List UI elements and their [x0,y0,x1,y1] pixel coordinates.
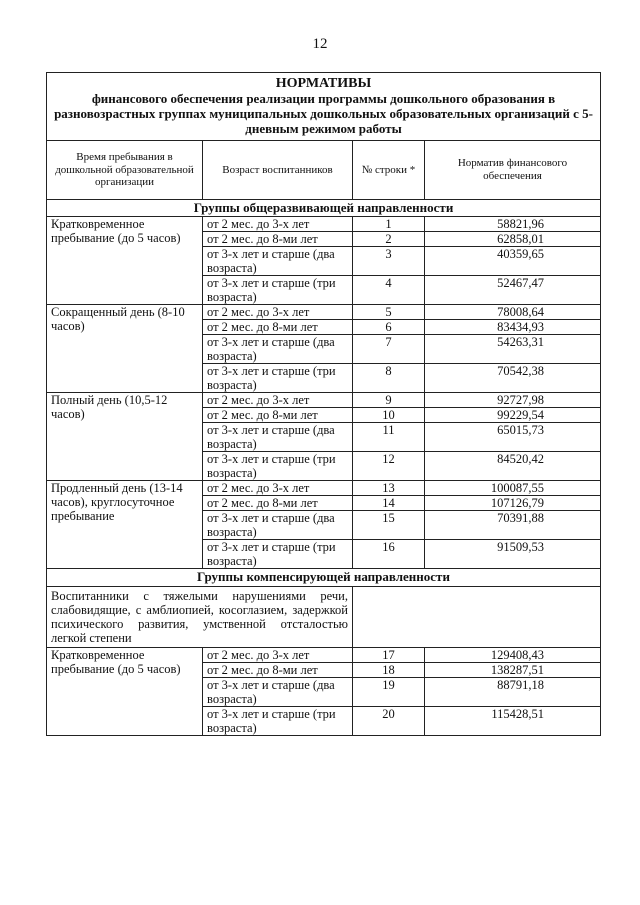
description-row [47,587,601,648]
table-title [47,73,601,141]
table-row [47,305,601,320]
group-title: Группы общеразвивающей направленности [47,199,601,217]
norm-value-cell: 129408,43 [425,648,601,663]
title-main: НОРМАТИВЫ [275,76,372,91]
age-cell: от 3-х лет и старше (три возраста) [203,452,353,481]
age-cell: от 2 мес. до 8-ми лет [203,663,353,678]
age-cell: от 3-х лет и старше (три возраста) [203,276,353,305]
norm-value-cell: 92727,98 [425,393,601,408]
stay-period-cell: Продленный день (13-14 часов), круглосуточное пребывание [47,481,203,569]
row-number-cell: 15 [353,511,425,540]
norm-value-cell: 70542,38 [425,364,601,393]
table-row [47,393,601,408]
age-cell: от 2 мес. до 8-ми лет [203,496,353,511]
norm-value-cell: 115428,51 [425,707,601,736]
stay-period-cell: Полный день (10,5-12 часов) [47,393,203,481]
row-number-cell: 19 [353,678,425,707]
age-cell: от 3-х лет и старше (два возраста) [203,423,353,452]
age-cell: от 2 мес. до 3-х лет [203,481,353,496]
norm-value-cell: 62858,01 [425,232,601,247]
row-number-cell: 5 [353,305,425,320]
header-row-no: № строки * [353,140,425,199]
norms-table [46,72,601,736]
age-cell: от 3-х лет и старше (два возраста) [203,511,353,540]
norm-value-cell: 70391,88 [425,511,601,540]
group-title: Группы компенсирующей направленности [47,569,601,587]
age-cell: от 2 мес. до 3-х лет [203,393,353,408]
row-number-cell: 18 [353,663,425,678]
group-header-row [47,569,601,587]
row-number-cell: 13 [353,481,425,496]
norm-value-cell: 91509,53 [425,540,601,569]
table-row [47,648,601,663]
row-number-cell: 10 [353,408,425,423]
age-cell: от 3-х лет и старше (три возраста) [203,364,353,393]
category-description: Воспитанники с тяжелыми нарушениями речи, слабовидящие, с амблиопией, косоглазием, задержкой психического развития, умственной отсталостью легкой степени [47,587,353,648]
age-cell: от 3-х лет и старше (два возраста) [203,335,353,364]
age-cell: от 2 мес. до 3-х лет [203,305,353,320]
table-row [47,481,601,496]
norm-value-cell: 54263,31 [425,335,601,364]
row-number-cell: 8 [353,364,425,393]
norm-value-cell: 58821,96 [425,217,601,232]
table-row [47,217,601,232]
header-norm: Норматив финансового обеспечения [425,140,601,199]
stay-period-cell: Кратковременное пребывание (до 5 часов) [47,217,203,305]
row-number-cell: 16 [353,540,425,569]
row-number-cell: 14 [353,496,425,511]
row-number-cell: 17 [353,648,425,663]
row-number-cell: 2 [353,232,425,247]
age-cell: от 2 мес. до 3-х лет [203,217,353,232]
empty-cell [353,587,601,648]
header-stay: Время пребывания в дошкольной образовательной организации [47,140,203,199]
norm-value-cell: 88791,18 [425,678,601,707]
age-cell: от 3-х лет и старше (три возраста) [203,707,353,736]
header-age: Возраст воспитанников [203,140,353,199]
stay-period-cell: Кратковременное пребывание (до 5 часов) [47,648,203,736]
stay-period-cell: Сокращенный день (8-10 часов) [47,305,203,393]
title-subtitle: финансового обеспечения реализации программы дошкольного образования в разновозрастных группах муниципальных дошкольных образовательных организаций с 5-дневным режимом работы [54,91,593,136]
row-number-cell: 20 [353,707,425,736]
age-cell: от 2 мес. до 8-ми лет [203,320,353,335]
row-number-cell: 6 [353,320,425,335]
row-number-cell: 3 [353,247,425,276]
norm-value-cell: 65015,73 [425,423,601,452]
row-number-cell: 1 [353,217,425,232]
age-cell: от 3-х лет и старше (два возраста) [203,678,353,707]
norm-value-cell: 99229,54 [425,408,601,423]
age-cell: от 2 мес. до 8-ми лет [203,408,353,423]
norm-value-cell: 83434,93 [425,320,601,335]
row-number-cell: 9 [353,393,425,408]
age-cell: от 2 мес. до 8-ми лет [203,232,353,247]
norm-value-cell: 40359,65 [425,247,601,276]
row-number-cell: 7 [353,335,425,364]
page-number: 12 [312,36,328,52]
norm-value-cell: 138287,51 [425,663,601,678]
row-number-cell: 12 [353,452,425,481]
norm-value-cell: 78008,64 [425,305,601,320]
row-number-cell: 4 [353,276,425,305]
norm-value-cell: 84520,42 [425,452,601,481]
age-cell: от 3-х лет и старше (два возраста) [203,247,353,276]
header-row [47,140,601,199]
age-cell: от 2 мес. до 3-х лет [203,648,353,663]
age-cell: от 3-х лет и старше (три возраста) [203,540,353,569]
row-number-cell: 11 [353,423,425,452]
group-header-row [47,199,601,217]
title-row [47,73,601,141]
norm-value-cell: 107126,79 [425,496,601,511]
norm-value-cell: 100087,55 [425,481,601,496]
norm-value-cell: 52467,47 [425,276,601,305]
